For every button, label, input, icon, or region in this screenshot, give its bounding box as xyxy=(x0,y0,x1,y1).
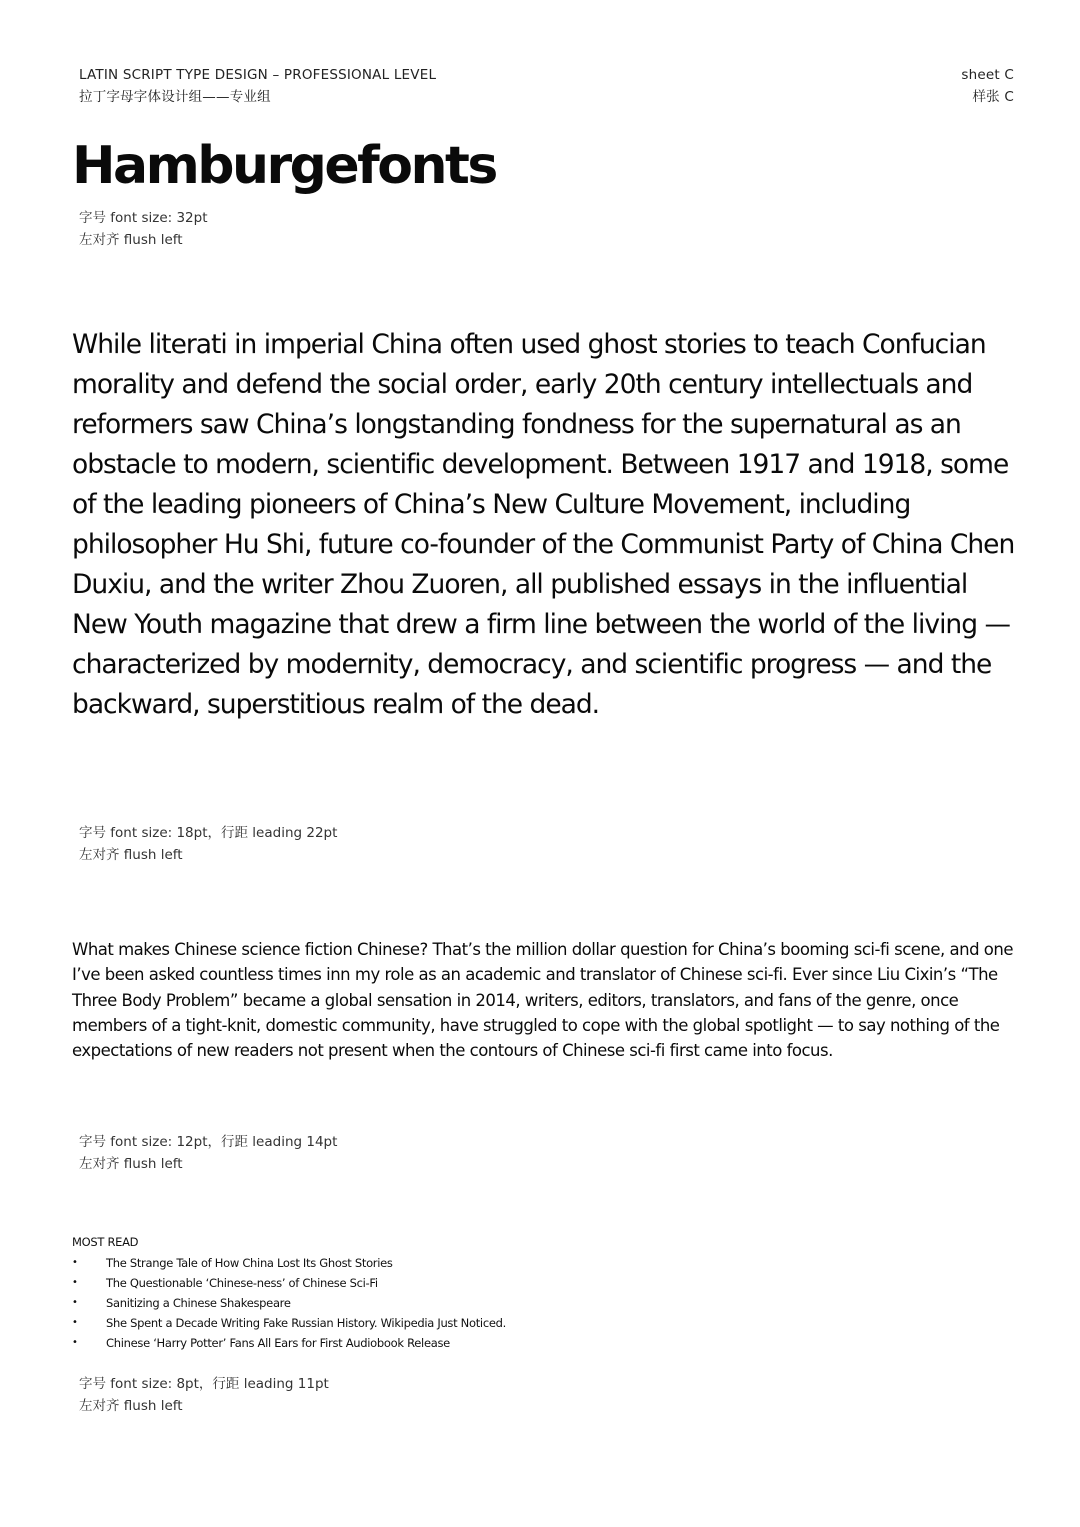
sheet-label-zh: 样张 C xyxy=(972,89,1014,105)
list-item xyxy=(72,1333,672,1353)
spec-alignment: 左对齐 flush left xyxy=(79,232,183,248)
spec-font-size: 字号 font size: 12pt，行距 leading 14pt xyxy=(79,1134,338,1150)
list-item xyxy=(72,1253,672,1273)
category-title-zh: 拉丁字母字体设计组——专业组 xyxy=(79,89,271,105)
list-item xyxy=(72,1273,672,1293)
list-item xyxy=(72,1293,672,1313)
spec-32pt xyxy=(79,207,208,251)
bullet-icon: • xyxy=(72,1337,78,1348)
list-item-text: The Strange Tale of How China Lost Its Ghost Stories xyxy=(106,1256,393,1270)
spec-18pt xyxy=(79,822,337,866)
most-read-heading: MOST READ xyxy=(72,1235,139,1249)
spec-12pt xyxy=(79,1131,337,1175)
spec-font-size: 字号 font size: 18pt，行距 leading 22pt xyxy=(79,825,338,841)
bullet-icon: • xyxy=(72,1257,78,1268)
spec-font-size: 字号 font size: 32pt xyxy=(79,210,208,226)
spec-font-size: 字号 font size: 8pt，行距 leading 11pt xyxy=(79,1376,329,1392)
header-right xyxy=(961,64,1014,108)
sheet-label-en: sheet C xyxy=(961,67,1014,83)
most-read-section xyxy=(72,1233,672,1353)
header-left xyxy=(79,64,436,108)
spec-8pt xyxy=(79,1373,329,1417)
list-item-text: The Questionable ‘Chinese-ness’ of Chinese Sci-Fi xyxy=(106,1276,378,1290)
bullet-icon: • xyxy=(72,1317,78,1328)
list-item-text: Sanitizing a Chinese Shakespeare xyxy=(106,1296,291,1310)
spec-alignment: 左对齐 flush left xyxy=(79,1156,183,1172)
sample-paragraph-18pt: While literati in imperial China often used ghost stories to teach Confucian morality and defend the social order, early 20th century intellectuals and reformers saw China’s longstanding fondness for the supernatural as an obstacle to modern, scientific development. Between 1917 and 1918, some of the leading pioneers of China’s New Culture Movement, including philosopher Hu Shi, future co-founder of the Communist Party of China Chen Duxiu, and the writer Zhou Zuoren, all published essays in the influential New Youth magazine that drew a firm line between the world of the living — characterized by modernity, democracy, and scientific progress — and the backward, superstitious realm of the dead. xyxy=(72,329,1015,720)
sample-paragraph-12pt: What makes Chinese science fiction Chinese? That’s the million dollar question for China’s booming sci-fi scene, and one I’ve been asked countless times inn my role as an academic and translator of Chinese sci-fi. Ever since Liu Cixin’s “The Three Body Problem” became a global sensation in 2014, writers, editors, translators, and fans of the genre, once members of a tight-knit, domestic community, have struggled to cope with the global spotlight — to say nothing of the expectations of new readers not present when the contours of Chinese sci-fi first came into focus. xyxy=(72,940,1014,1061)
spec-alignment: 左对齐 flush left xyxy=(79,847,183,863)
category-title-en: LATIN SCRIPT TYPE DESIGN – PROFESSIONAL LEVEL xyxy=(79,67,437,83)
most-read-list xyxy=(72,1253,672,1353)
spec-alignment: 左对齐 flush left xyxy=(79,1398,183,1414)
list-item-text: Chinese ‘Harry Potter’ Fans All Ears for First Audiobook Release xyxy=(106,1336,450,1350)
list-item xyxy=(72,1313,672,1333)
bullet-icon: • xyxy=(72,1297,78,1308)
page-title: Hamburgefonts xyxy=(72,136,496,196)
list-item-text: She Spent a Decade Writing Fake Russian History. Wikipedia Just Noticed. xyxy=(106,1316,506,1330)
bullet-icon: • xyxy=(72,1277,78,1288)
